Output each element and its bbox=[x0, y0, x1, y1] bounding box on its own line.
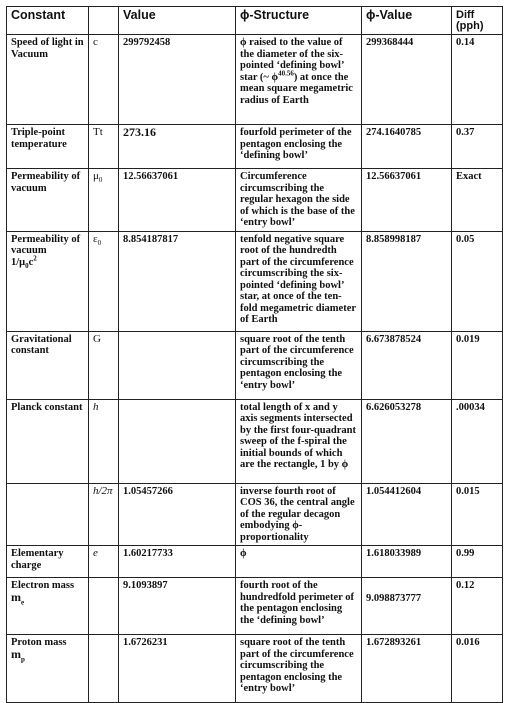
table-row bbox=[7, 483, 503, 546]
header-row bbox=[7, 7, 503, 35]
constant-name-symbol bbox=[11, 590, 24, 604]
diff-value: 0.015 bbox=[452, 483, 503, 546]
constant-value: 1.6726231 bbox=[119, 635, 236, 703]
table-row bbox=[7, 399, 503, 483]
phi-value: 6.673878524 bbox=[362, 331, 452, 399]
formula-superscript: 2 bbox=[33, 254, 37, 262]
phi-structure: square root of the tenth part of the circumference circumscribing the pentagon enclosing the ‘entry bowl’ bbox=[236, 331, 362, 399]
constant-value bbox=[119, 399, 236, 483]
constant-name bbox=[7, 483, 89, 546]
header-structure: ϕ-Structure bbox=[236, 7, 362, 35]
diff-value: 0.14 bbox=[452, 35, 503, 125]
phi-value: 1.054412604 bbox=[362, 483, 452, 546]
table-row bbox=[7, 231, 503, 331]
table-row bbox=[7, 125, 503, 169]
constant-symbol: Tt bbox=[89, 125, 119, 169]
constant-value: 8.854187817 bbox=[119, 231, 236, 331]
phi-structure: Circumference circumscribing the regular hexagon the side of which is the base of the ‘entry bowl’ bbox=[236, 169, 362, 232]
header-phi-value: ϕ-Value bbox=[362, 7, 452, 35]
constant-symbol: c bbox=[89, 35, 119, 125]
formula-part-b: c bbox=[28, 256, 34, 268]
phi-value: 12.56637061 bbox=[362, 169, 452, 232]
constant-symbol: h bbox=[89, 399, 119, 483]
diff-value: .00034 bbox=[452, 399, 503, 483]
constant-value: 273.16 bbox=[119, 125, 236, 169]
header-constant: Constant bbox=[7, 7, 89, 35]
phi-structure: inverse fourth root of COS 36, the central angle of the regular decagon embodying ϕ-proportionality bbox=[236, 483, 362, 546]
constants-table bbox=[6, 6, 503, 703]
table-row bbox=[7, 578, 503, 635]
diff-value: 0.019 bbox=[452, 331, 503, 399]
symbol-subscript: 0 bbox=[98, 176, 103, 185]
constant-name: Gravitational constant bbox=[7, 331, 89, 399]
constant-symbol bbox=[89, 578, 119, 635]
structure-text-b: ) at once the mean square megametric radius of Earth bbox=[240, 71, 353, 106]
formula-subscript: 0 bbox=[25, 261, 29, 270]
constant-name: Elementary charge bbox=[7, 546, 89, 578]
header-diff-unit: (pph) bbox=[456, 20, 484, 32]
phi-structure: fourfold perimeter of the pentagon enclosing the ‘defining bowl’ bbox=[236, 125, 362, 169]
phi-structure: fourth root of the hundredfold perimeter of the pentagon enclosing the ‘defining bowl’ bbox=[236, 578, 362, 635]
constant-name-text: Electron mass bbox=[11, 580, 75, 591]
constant-symbol: G bbox=[89, 331, 119, 399]
header-symbol bbox=[89, 7, 119, 35]
header-diff-label: Diff bbox=[456, 9, 475, 21]
table-row bbox=[7, 35, 503, 125]
constant-value: 12.56637061 bbox=[119, 169, 236, 232]
constant-name: Speed of light in Vacuum bbox=[7, 35, 89, 125]
header-value: Value bbox=[119, 7, 236, 35]
diff-value: 0.05 bbox=[452, 231, 503, 331]
name-symbol-subscript: p bbox=[21, 654, 25, 663]
constant-symbol bbox=[89, 169, 119, 232]
phi-value bbox=[362, 578, 452, 635]
phi-value-text: 9.098873777 bbox=[366, 593, 422, 604]
symbol-base: ε bbox=[93, 232, 98, 245]
table-row bbox=[7, 169, 503, 232]
phi-value: 6.626053278 bbox=[362, 399, 452, 483]
diff-value: 0.12 bbox=[452, 578, 503, 635]
table-row bbox=[7, 635, 503, 703]
constant-name-text: Permeability of vacuum bbox=[11, 233, 81, 256]
phi-structure: tenfold negative square root of the hundredth part of the circumference circumscribing the six-pointed ‘defining bowl’ star, at once of the ten-fold megametric diameter of Earth bbox=[236, 231, 362, 331]
structure-exponent: 40.56 bbox=[278, 69, 294, 77]
phi-value: 1.618033989 bbox=[362, 546, 452, 578]
name-symbol-base: m bbox=[11, 589, 21, 604]
constant-symbol: e bbox=[89, 546, 119, 578]
constant-value: 1.05457266 bbox=[119, 483, 236, 546]
constant-formula bbox=[11, 254, 37, 270]
constant-name: Planck constant bbox=[7, 399, 89, 483]
constant-name bbox=[7, 578, 89, 635]
formula-part-a: 1/μ bbox=[11, 256, 26, 268]
phi-value: 1.672893261 bbox=[362, 635, 452, 703]
constant-value bbox=[119, 331, 236, 399]
phi-value: 274.1640785 bbox=[362, 125, 452, 169]
constant-symbol bbox=[89, 635, 119, 703]
diff-value: Exact bbox=[452, 169, 503, 232]
constant-value: 1.60217733 bbox=[119, 546, 236, 578]
constant-name: Permeability of vacuum bbox=[7, 169, 89, 232]
constant-symbol: h/2π bbox=[89, 483, 119, 546]
phi-value: 8.858998187 bbox=[362, 231, 452, 331]
structure-text-a: ϕ raised to the value of the diameter of the six-pointed ‘defining bowl’ star (~ ϕ bbox=[240, 37, 344, 83]
table-row bbox=[7, 546, 503, 578]
constant-name bbox=[7, 635, 89, 703]
phi-structure: total length of x and y axis segments intersected by the first four-quadrant sweep of the f-spiral the initial bounds of which are the rectangle, 1 by ϕ bbox=[236, 399, 362, 483]
phi-value: 299368444 bbox=[362, 35, 452, 125]
diff-value: 0.37 bbox=[452, 125, 503, 169]
name-symbol-base: m bbox=[11, 646, 21, 661]
constant-value: 299792458 bbox=[119, 35, 236, 125]
phi-structure: ϕ bbox=[236, 546, 362, 578]
table-row bbox=[7, 331, 503, 399]
constant-name-text: Proton mass bbox=[11, 637, 67, 648]
symbol-subscript: 0 bbox=[97, 238, 102, 247]
constant-symbol bbox=[89, 231, 119, 331]
phi-structure bbox=[236, 35, 362, 125]
name-symbol-subscript: e bbox=[21, 597, 25, 606]
header-diff bbox=[452, 7, 503, 35]
symbol-base: μ bbox=[93, 170, 99, 182]
diff-value: 0.016 bbox=[452, 635, 503, 703]
phi-structure: square root of the tenth part of the circumference circumscribing the pentagon enclosing the ‘entry bowl’ bbox=[236, 635, 362, 703]
diff-value: 0.99 bbox=[452, 546, 503, 578]
constant-name bbox=[7, 231, 89, 331]
constant-name-symbol bbox=[11, 647, 25, 661]
constant-name: Triple-point temperature bbox=[7, 125, 89, 169]
constant-value: 9.1093897 bbox=[119, 578, 236, 635]
